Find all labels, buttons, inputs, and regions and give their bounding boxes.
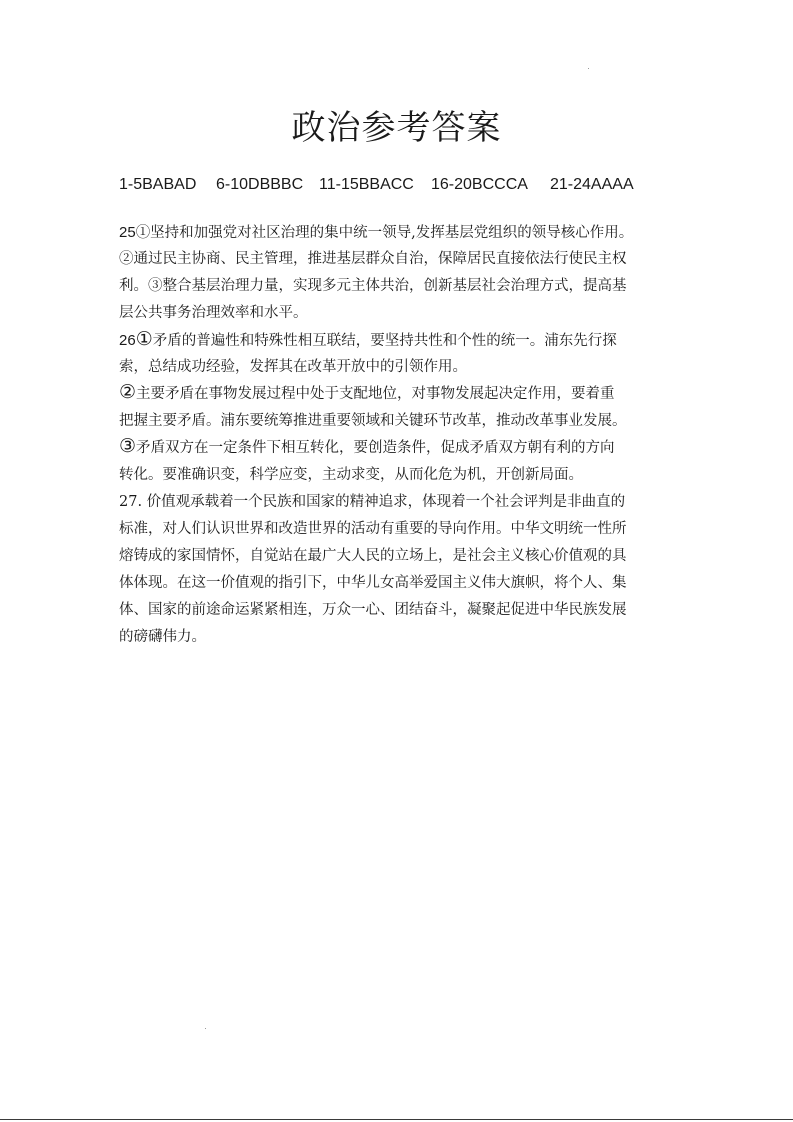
q25-line-4: 层公共事务治理效率和水平。 [119,305,308,321]
answer-group-6-10: 6-10DBBBC [216,176,304,193]
multiple-choice-answers [119,176,650,194]
q26-line-5: ③矛盾双方在一定条件下相互转化，要创造条件，促成矛盾双方朝有利的方向 [119,435,615,457]
q25-line-2: ②通过民主协商、民主管理，推进基层群众自治，保障居民直接依法行使民主权 [119,251,627,267]
q27-line-2: 标准，对人们认识世界和改造世界的活动有重要的导向作用。中华文明统一性所 [119,521,627,537]
question-25-answer [119,219,694,327]
answer-group-1-5: 1-5BABAD [119,176,197,193]
page-title: 政治参考答案 [291,108,502,148]
q26-line-2: 索，总结成功经验，发挥其在改革开放中的引领作用。 [119,359,467,375]
scan-speck [588,68,589,69]
q26-line-3: ②主要矛盾在事物发展过程中处于支配地位，对事物发展起决定作用，要着重 [119,381,615,403]
circled-three: ③ [119,435,137,457]
question-27-answer [119,489,694,651]
q26-line-6: 转化。要准确识变，科学应变，主动求变，从而化危为机，开创新局面。 [119,467,583,483]
q25-number: 25 [119,224,136,241]
q27-line-1: 27. 价值观承载着一个民族和国家的精神追求，体现着一个社会评判是非曲直的 [119,494,626,510]
q27-line-5: 体、国家的前途命运紧紧相连，万众一心、团结奋斗，凝聚起促进中华民族发展 [119,602,627,618]
q27-line-3: 熔铸成的家国情怀，自觉站在最广大人民的立场上，是社会主义核心价值观的具 [119,548,627,564]
answer-group-21-24: 21-24AAAA [550,176,634,193]
q27-line-6: 的磅礴伟力。 [119,629,206,645]
answer-group-16-20: 16-20BCCCA [431,176,528,193]
q27-line-4: 体体现。在这一价值观的指引下，中华儿女高举爱国主义伟大旗帜，将个人、集 [119,575,627,591]
scan-speck [205,1028,206,1029]
page-bottom-rule [0,1119,793,1120]
answer-group-11-15: 11-15BBACC [319,176,414,193]
q25-line-1: 25①坚持和加强党对社区治理的集中统一领导,发挥基层党组织的领导核心作用。 [119,224,634,241]
question-26-answer [119,327,694,489]
circled-one: ① [135,328,153,350]
q26-line-4: 把握主要矛盾。浦东要统筹推进重要领域和关键环节改革，推动改革事业发展。 [119,413,627,429]
answer-body [119,219,694,651]
circled-two: ② [119,381,137,403]
q25-line-3: 利。③整合基层治理力量，实现多元主体共治，创新基层社会治理方式，提高基 [119,278,627,294]
q26-number: 26 [119,332,136,349]
q26-line-1: 26①矛盾的普遍性和特殊性相互联结，要坚持共性和个性的统一。浦东先行探 [119,328,617,350]
